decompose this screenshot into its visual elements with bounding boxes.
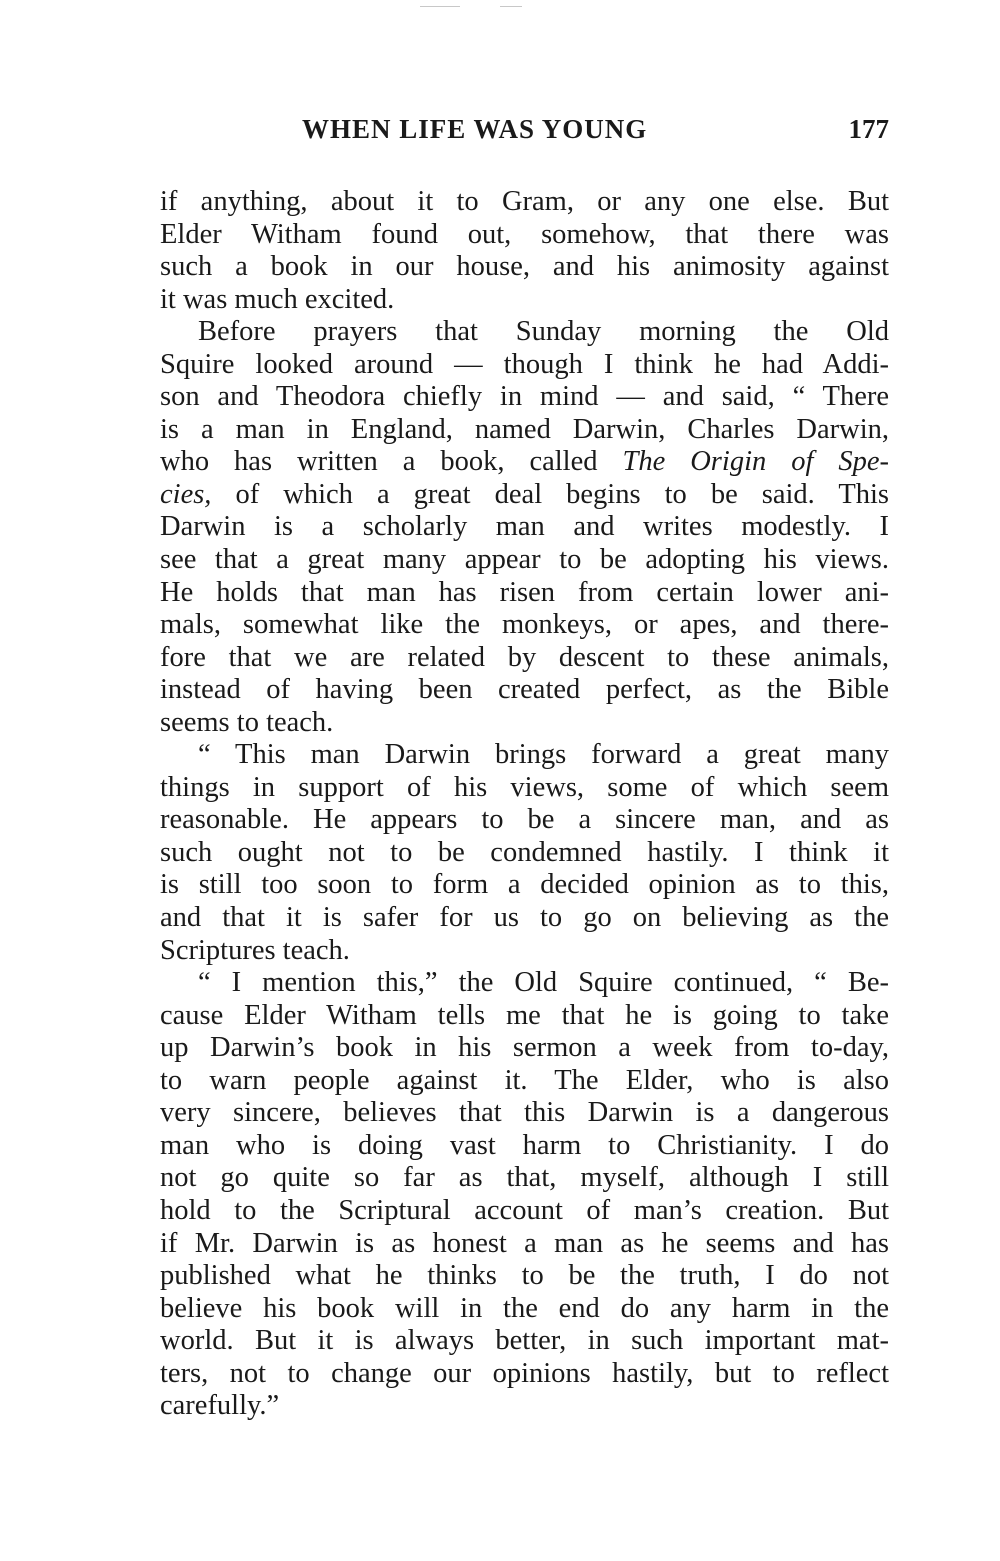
line-text: world. But it is always better, in such important mat-	[160, 1325, 889, 1357]
running-title: WHEN LIFE WAS YOUNG	[302, 114, 648, 144]
text-line	[160, 967, 889, 1000]
line-text: He holds that man has risen from certain lower ani-	[160, 576, 889, 608]
line-text: believe his book will in the end do any harm in the	[160, 1292, 889, 1324]
text-line	[160, 349, 889, 382]
text-line	[160, 642, 889, 675]
text-line	[160, 1358, 889, 1391]
book-title-italic: cies,	[160, 478, 212, 510]
running-head	[160, 114, 889, 154]
text-line	[160, 1162, 889, 1195]
line-text: fore that we are related by descent to these animals,	[160, 641, 889, 673]
line-text: man who is doing vast harm to Christianity. I do	[160, 1129, 889, 1161]
text-line	[160, 804, 889, 837]
text-line	[160, 707, 889, 740]
text-line	[160, 1032, 889, 1065]
line-text: to warn people against it. The Elder, who is also	[160, 1064, 889, 1096]
text-line	[160, 674, 889, 707]
text-line	[160, 219, 889, 252]
line-text: cause Elder Witham tells me that he is going to take	[160, 999, 889, 1031]
text-line	[160, 186, 889, 219]
text-line	[160, 1293, 889, 1326]
text-line	[160, 1195, 889, 1228]
line-text: such ought not to be condemned hastily. I think it	[160, 836, 889, 868]
text-line	[160, 1390, 889, 1423]
line-text: who has written a book, called	[160, 446, 598, 478]
line-text: is a man in England, named Darwin, Charles Darwin,	[160, 413, 889, 445]
text-line	[160, 544, 889, 577]
text-line	[160, 316, 889, 349]
text-line	[160, 772, 889, 805]
line-text: hold to the Scriptural account of man’s creation. But	[160, 1194, 889, 1226]
text-line	[160, 1000, 889, 1033]
line-text: is still too soon to form a decided opinion as to this,	[160, 869, 889, 901]
text-line	[160, 1325, 889, 1358]
text-line	[160, 1228, 889, 1261]
line-text: son and Theodora chiefly in mind — and said, “ There	[160, 381, 889, 413]
line-text: reasonable. He appears to be a sincere man, and as	[160, 804, 889, 836]
line-text: carefully.”	[160, 1390, 280, 1422]
text-line	[160, 739, 889, 772]
line-text: Elder Witham found out, somehow, that there was	[160, 218, 889, 250]
line-text: mals, somewhat like the monkeys, or apes, and there-	[160, 609, 889, 641]
line-text: very sincere, believes that this Darwin is a dangerous	[160, 1097, 889, 1129]
book-title-italic: The Origin of Spe-	[622, 446, 890, 478]
line-text: and that it is safer for us to go on believing as the	[160, 902, 889, 934]
text-line	[160, 577, 889, 610]
line-text: such a book in our house, and his animosity against	[160, 251, 889, 283]
line-text: Squire looked around — though I think he had Addi-	[160, 348, 889, 380]
line-text: things in support of his views, some of which seem	[160, 771, 889, 803]
line-text: Before prayers that Sunday morning the Old	[198, 316, 889, 348]
text-line	[160, 479, 889, 512]
text-line	[160, 1065, 889, 1098]
line-text: seems to teach.	[160, 706, 334, 738]
text-line	[160, 869, 889, 902]
line-text: it was much excited.	[160, 283, 395, 315]
body-text	[160, 186, 889, 1423]
line-text: up Darwin’s book in his sermon a week from to-day,	[160, 1032, 889, 1064]
text-line	[160, 381, 889, 414]
line-text: ters, not to change our opinions hastily, but to reflect	[160, 1357, 889, 1389]
scan-edge-mark	[500, 6, 522, 7]
text-line	[160, 251, 889, 284]
text-line	[160, 902, 889, 935]
text-line	[160, 1130, 889, 1163]
text-line	[160, 837, 889, 870]
text-line	[160, 414, 889, 447]
line-text: if Mr. Darwin is as honest a man as he seems and has	[160, 1227, 889, 1259]
scan-edge-mark	[420, 6, 460, 7]
text-line	[160, 1260, 889, 1293]
line-text: Darwin is a scholarly man and writes modestly. I	[160, 511, 889, 543]
text-line	[160, 935, 889, 968]
line-text: of which a great deal begins to be said. This	[211, 478, 889, 510]
text-line	[160, 446, 889, 479]
line-text: instead of having been created perfect, as the Bible	[160, 674, 889, 706]
text-line	[160, 511, 889, 544]
text-line	[160, 609, 889, 642]
line-text: “ I mention this,” the Old Squire continued, “ Be-	[198, 967, 889, 999]
text-line	[160, 284, 889, 317]
page-number: 177	[848, 114, 889, 144]
line-text: not go quite so far as that, myself, although I still	[160, 1162, 889, 1194]
text-line	[160, 1097, 889, 1130]
line-text: see that a great many appear to be adopting his views.	[160, 544, 889, 576]
line-text: published what he thinks to be the truth, I do not	[160, 1260, 889, 1292]
line-text: if anything, about it to Gram, or any one else. But	[160, 186, 889, 217]
line-text: “ This man Darwin brings forward a great many	[198, 739, 889, 771]
line-text: Scriptures teach.	[160, 934, 350, 966]
